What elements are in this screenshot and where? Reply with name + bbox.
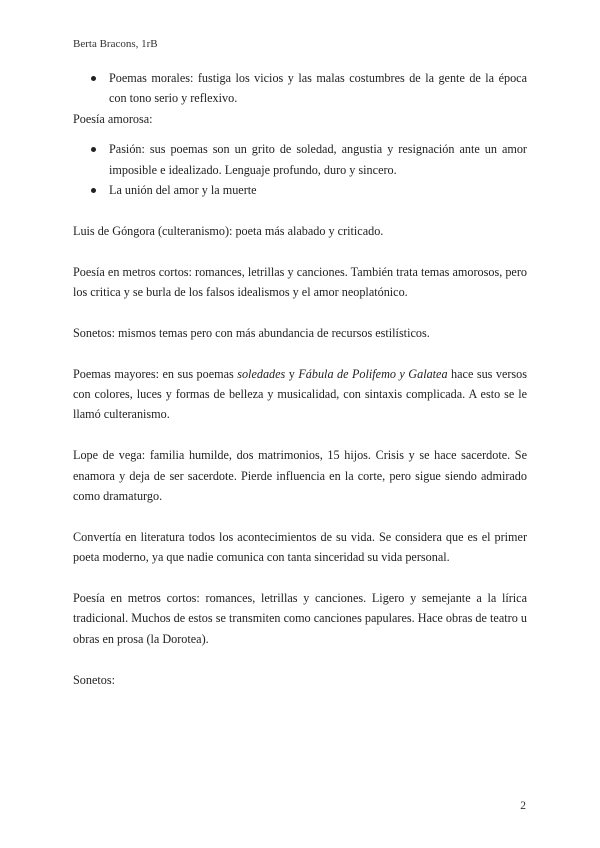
morales-list — [73, 68, 527, 109]
spacer — [73, 568, 527, 588]
text-run: Poemas mayores: en sus poemas — [73, 366, 238, 381]
paragraph-lope-intro: Lope de vega: familia humilde, dos matrimonios, 15 hijos. Crisis y se hace sacerdote. Se enamora y deja de ser sacerdote. Pierde influencia en la corte, pero sigue siendo admirado como dramaturgo. — [73, 448, 527, 504]
list-item-morales: Poemas morales: fustiga los vicios y las malas costumbres de la gente de la época con tono serio y reflexivo. — [73, 68, 527, 109]
spacer — [73, 129, 527, 139]
italic-title-polifemo: Fábula de Polifemo y Galatea — [298, 366, 448, 381]
paragraph-lope-sonetos: Sonetos: — [73, 672, 115, 687]
spacer — [73, 506, 527, 526]
paragraph-poemas-mayores — [73, 364, 527, 425]
spacer — [73, 425, 527, 445]
spacer — [73, 649, 527, 669]
page-header-author: Berta Bracons, 1rB — [73, 38, 158, 50]
paragraph-gongora-intro: Luis de Góngora (culteranismo): poeta más alabado y criticado. — [73, 223, 384, 238]
spacer — [73, 241, 527, 261]
document-body — [73, 68, 527, 690]
paragraph-lope-metros-cortos: Poesía en metros cortos: romances, letrillas y canciones. Ligero y semejante a la lírica tradicional. Muchos de estos se transmiten como canciones papulares. Hace obras de teatro u obras en prosa (la Dorotea). — [73, 591, 527, 646]
section-title-amorosa: Poesía amorosa: — [73, 111, 153, 126]
list-item-pasion: Pasión: sus poemas son un grito de soledad, angustia y resignación ante un amor imposible e idealizado. Lenguaje profundo, duro y sincero. — [73, 139, 527, 180]
spacer — [73, 200, 527, 220]
spacer — [73, 302, 527, 322]
spacer — [73, 343, 527, 363]
text-run: y — [285, 366, 299, 381]
text-run: hace sus versos con colores, luces y formas de belleza y musicalidad, con sintaxis complicada. A esto se le llamó culteranismo. — [73, 366, 528, 422]
paragraph-lope-vida: Convertía en literatura todos los acontecimientos de su vida. Se considera que es el primer poeta moderno, ya que nadie comunica con tanta sinceridad su vida personal. — [73, 529, 527, 565]
italic-title-soledades: soledades — [237, 366, 286, 381]
page-number: 2 — [520, 800, 526, 812]
list-item-union: La unión del amor y la muerte — [73, 180, 527, 200]
paragraph-gongora-sonetos: Sonetos: mismos temas pero con más abundancia de recursos estilísticos. — [73, 325, 430, 340]
amorosa-list — [73, 139, 527, 200]
paragraph-gongora-metros-cortos: Poesía en metros cortos: romances, letrillas y canciones. También trata temas amorosos, pero los critica y se burla de los falsos idealismos y el amor neoplatónico. — [73, 264, 527, 300]
